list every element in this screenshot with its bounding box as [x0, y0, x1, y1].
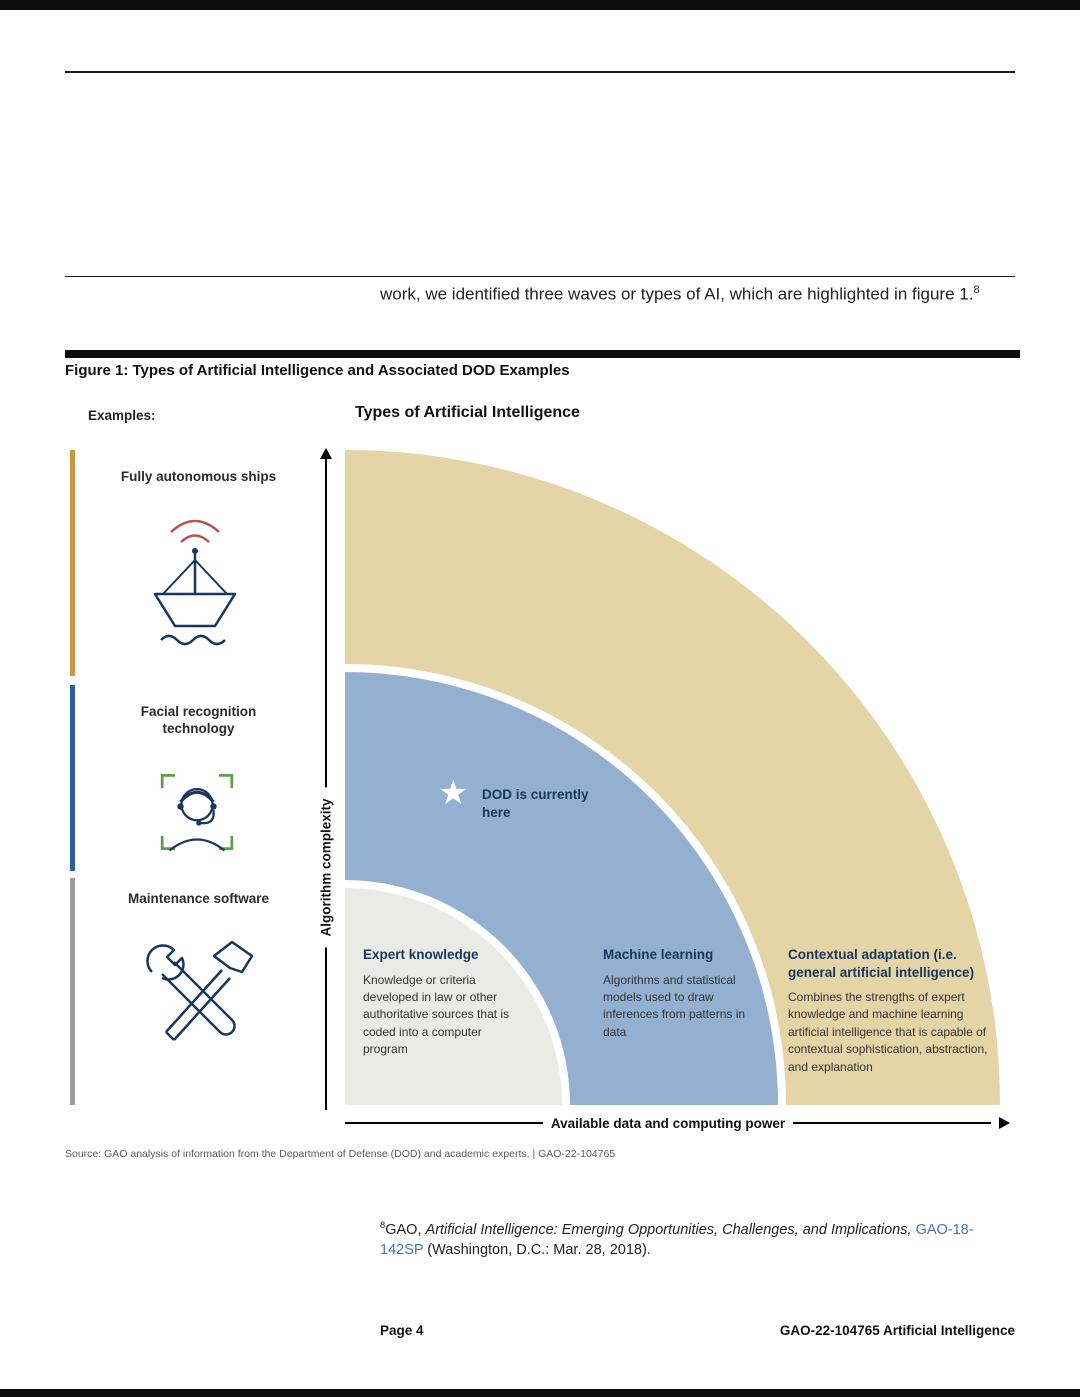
example-maintenance-label: Maintenance software: [127, 890, 270, 906]
x-axis-label: Available data and computing power: [550, 1115, 786, 1131]
expert-knowledge-description: Knowledge or criteria developed in law or other authoritative sources that is coded into a computer program: [363, 972, 510, 1057]
diagram-title: Types of Artificial Intelligence: [355, 404, 580, 421]
intro-text: work, we identified three waves or types of AI, which are highlighted in figure 1.: [380, 284, 974, 304]
footer-page-number: Page 4: [380, 1323, 424, 1338]
y-axis-label: Algorithm complexity: [319, 788, 334, 948]
x-axis-line-right: [793, 1122, 991, 1124]
footnote-ref: 8: [380, 1219, 386, 1230]
example-facial-label: Facial recognition technology: [140, 704, 257, 736]
footnote: [380, 1218, 1012, 1260]
x-axis: [345, 1113, 1010, 1133]
face-icon: [142, 758, 252, 866]
intro-footnote-ref: 8: [973, 284, 980, 296]
figure-divider-bar: [65, 350, 1020, 358]
example-ships-box: [80, 462, 317, 492]
example-maintenance-box: [80, 884, 317, 914]
intro-paragraph: [380, 283, 998, 307]
machine-learning-title: Machine learning: [603, 947, 714, 962]
expert-knowledge-block: [363, 946, 515, 1059]
header-rule: [65, 71, 1015, 73]
ship-icon: [135, 502, 255, 662]
tools-icon: [128, 928, 264, 1060]
figure-title: Figure 1: Types of Artificial Intelligence and Associated DOD Examples: [65, 362, 570, 379]
figure-source: Source: GAO analysis of information from the Department of Defense (DOD) and academic experts. | GAO-22-104765: [65, 1148, 616, 1160]
example-maintenance-bar: [70, 878, 75, 1105]
y-axis-line: [325, 458, 327, 1110]
footnote-rest: (Washington, D.C.: Mar. 28, 2018).: [423, 1242, 651, 1259]
footnote-prefix: GAO,: [385, 1221, 426, 1238]
expert-knowledge-title: Expert knowledge: [363, 947, 479, 962]
machine-learning-block: [603, 946, 748, 1041]
example-ships-label: Fully autonomous ships: [120, 468, 277, 484]
example-ships-bar: [70, 450, 75, 676]
bottom-black-band: [0, 1389, 1080, 1397]
examples-label: Examples:: [88, 408, 156, 423]
star-icon: ★: [438, 774, 469, 812]
section-rule: [65, 276, 1015, 277]
footnote-title: Artificial Intelligence: Emerging Opportunities, Challenges, and Implications,: [425, 1221, 916, 1238]
contextual-adaptation-title: Contextual adaptation (i.e. general artificial intelligence): [788, 947, 975, 980]
example-facial-box: [80, 694, 317, 748]
contextual-adaptation-block: [788, 946, 1000, 1076]
contextual-adaptation-description: Combines the strengths of expert knowledge and machine learning artificial intelligence that is capable of contextual sophistication, abstraction, and explanation: [788, 990, 988, 1074]
example-facial-bar: [70, 685, 75, 871]
machine-learning-description: Algorithms and statistical models used to draw inferences from patterns in data: [603, 972, 746, 1039]
footer-report-id: GAO-22-104765 Artificial Intelligence: [779, 1323, 1015, 1338]
top-black-band: [0, 0, 1080, 10]
footnote-report-link[interactable]: GAO-18-142SP: [380, 1221, 974, 1259]
dod-marker-label: DOD is currently here: [482, 787, 589, 820]
x-axis-line-left: [345, 1122, 543, 1124]
x-axis-arrowhead-icon: [999, 1117, 1010, 1129]
